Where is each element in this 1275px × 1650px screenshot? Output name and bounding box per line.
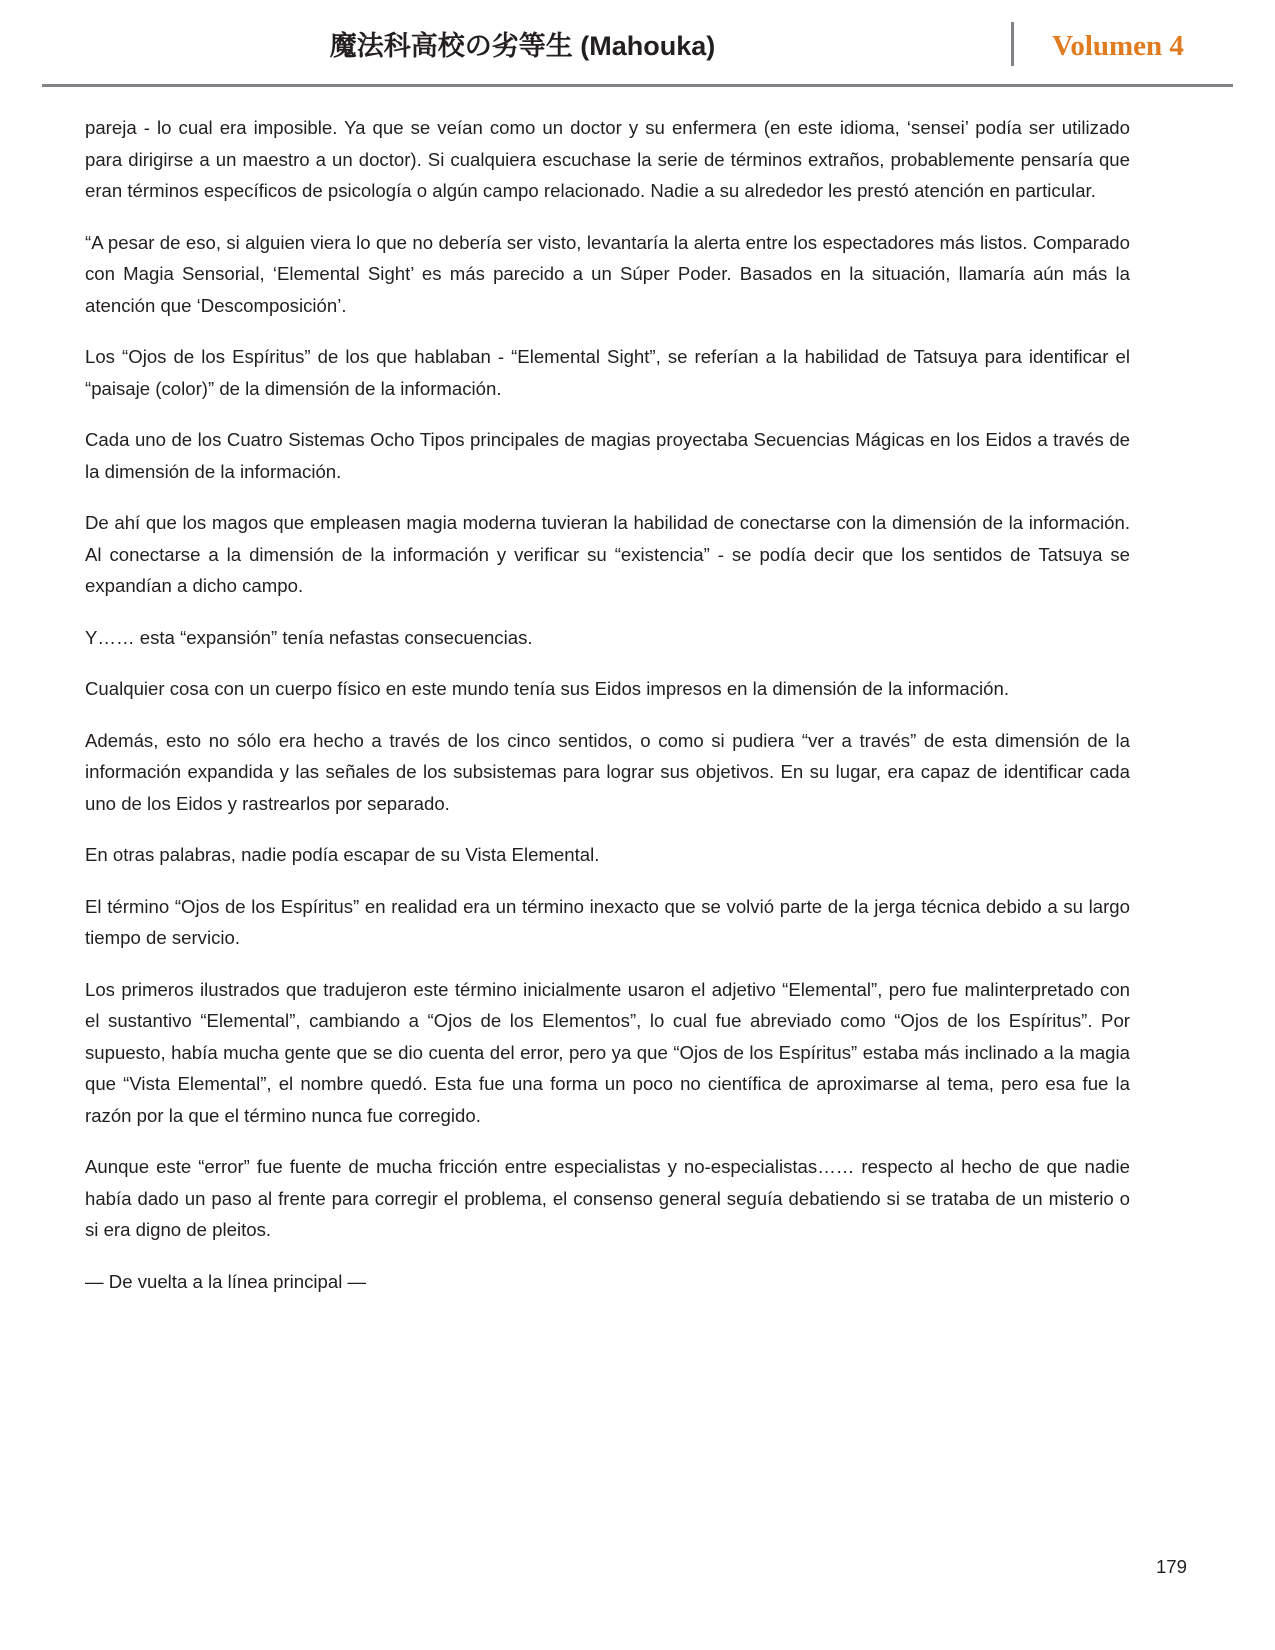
paragraph: En otras palabras, nadie podía escapar de su Vista Elemental. bbox=[85, 844, 600, 865]
paragraph: Los primeros ilustrados que tradujeron este término inicialmente usaron el adjetivo “Elemental”, pero fue malinterpretado con el sustantivo “Elemental”, cambiando a “Ojos de los Elementos”, lo cual fue abreviado como “Ojos de los Espíritus”. Por supuesto, había mucha gente que se dio cuenta del error, pero ya que “Ojos de los Espíritus” estaba más inclinado a la magia que “Vista Elemental”, el nombre quedó. Esta fue una forma un poco no científica de aproximarse al tema, pero esa fue la razón por la que el término nunca fue corregido. bbox=[85, 978, 1130, 1126]
paragraph: pareja - lo cual era imposible. Ya que se veían como un doctor y su enfermera (en este idioma, ‘sensei’ podía ser utilizado para dirigirse a un maestro a un doctor). Si cualquiera escuchase la serie de términos extraños, probablemente pensaría que eran términos específicos de psicología o algún campo relacionado. Nadie a su alrededor les prestó atención en particular. bbox=[85, 117, 1130, 201]
paragraph: Cada uno de los Cuatro Sistemas Ocho Tipos principales de magias proyectaba Secuencias Mágicas en los Eidos a través de la dimensión de la información. bbox=[85, 429, 1130, 482]
body-content bbox=[85, 112, 1130, 1317]
paragraph: Y…… esta “expansión” tenía nefastas consecuencias. bbox=[85, 626, 533, 648]
header-title-romanized: (Mahouka) bbox=[572, 31, 716, 61]
header-volume bbox=[1003, 22, 1233, 63]
paragraph: De ahí que los magos que empleasen magia moderna tuvieran la habilidad de conectarse con la dimensión de la información. Al conectarse a la dimensión de la información y verificar su “existencia” - se podía decir que los sentidos de Tatsuya se expandían a dicho campo. bbox=[85, 512, 1130, 596]
paragraph: Además, esto no sólo era hecho a través de los cinco sentidos, o como si pudiera “ver a través” de esta dimensión de la información expandida y las señales de los subsistemas para lograr sus objetivos. En su lugar, era capaz de identificar cada uno de los Eidos y rastrearlos por separado. bbox=[85, 729, 1130, 814]
header-horizontal-rule bbox=[42, 84, 1233, 87]
header-divider bbox=[1011, 22, 1014, 66]
page-header bbox=[42, 22, 1233, 82]
paragraph: Aunque este “error” fue fuente de mucha fricción entre especialistas y no-especialistas…… respecto al hecho de que nadie había dado un paso al frente para corregir el problema, el consenso general seguía debatiendo si se trataba de un misterio o si era digno de pleitos. bbox=[85, 1156, 1130, 1240]
paragraph: “A pesar de eso, si alguien viera lo que no debería ser visto, levantaría la alerta entre los espectadores más listos. Comparado con Magia Sensorial, ‘Elemental Sight’ es más parecido a un Súper Poder. Basados en la situación, llamaría aún más la atención que ‘Descomposición’. bbox=[85, 231, 1130, 316]
paragraph: El término “Ojos de los Espíritus” en realidad era un término inexacto que se volvió parte de la jerga técnica debido a su largo tiempo de servicio. bbox=[85, 895, 1130, 948]
header-title-japanese: 魔法科高校の劣等生 bbox=[329, 31, 573, 62]
paragraph: Cualquier cosa con un cuerpo físico en este mundo tenía sus Eidos impresos en la dimensión de la información. bbox=[85, 678, 1010, 699]
paragraph-scene-break: — De vuelta a la línea principal — bbox=[85, 1270, 367, 1292]
volume-label: Volumen 4 bbox=[1052, 30, 1184, 62]
paragraph: Los “Ojos de los Espíritus” de los que hablaban - “Elemental Sight”, se referían a la habilidad de Tatsuya para identificar el “paisaje (color)” de la dimensión de la información. bbox=[85, 346, 1130, 399]
page-number: 179 bbox=[1155, 1556, 1187, 1577]
header-title bbox=[42, 22, 1003, 63]
